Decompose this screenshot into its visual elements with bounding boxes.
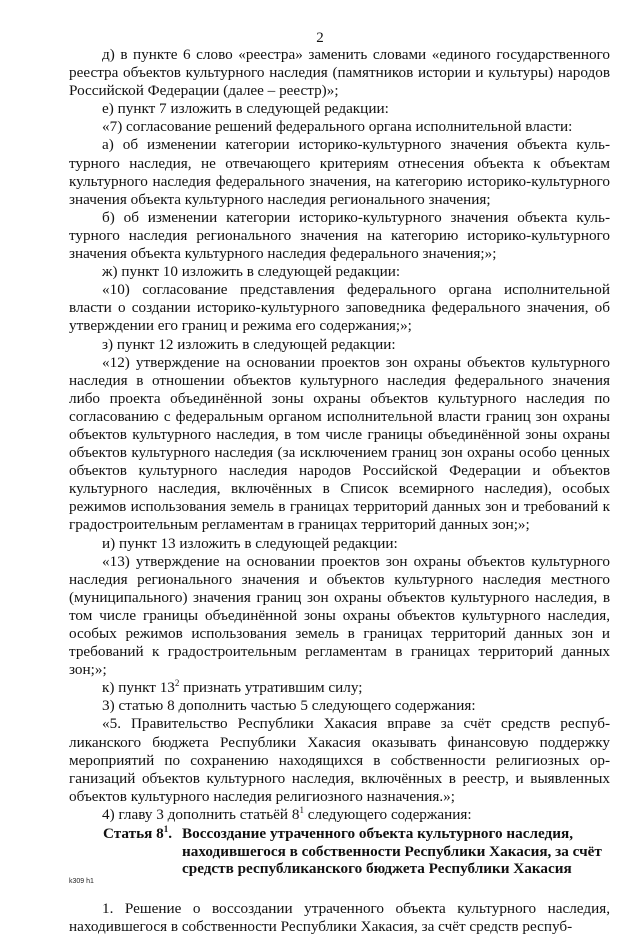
paragraph-point-12: «12) утверждение на основании проектов зон охраны объектов культурного наследия в отношении объектов культурного наследия федерального значения либо проекта объединённой зоны охраны объектов культурного наследия по согласованию с федеральным органом исполнительной власти границ зон охраны объектов культурного наследия, в том числе границы объединённой зоны охраны объектов культурного наследия (за исключением границ зон охраны особо ценных объектов культурного наследия народов Российской Федерации и объектов культурного наследия, включённых в Список всемирного наследия), особых режимов использования земель в границах территорий данных зон и требований к градостроительным регламентам в границах территорий данных зон;»;: [69, 353, 610, 534]
item-k-text: к) пункт 13: [102, 679, 175, 697]
article-title: Воссоздание утраченного объекта культурного наследия, находившегося в собственности Республики Хакасия, за счёт средств республиканского бюджета Республики Хакасия: [182, 825, 602, 878]
paragraph-item-d: д) в пункте 6 слово «реестра» заменить словами «единого государственного реестра объектов культурного наследия (памятников истории и культуры) народов Российской Федерации (далее – реестр)»;: [69, 46, 610, 100]
item-4-text: 4) главу 3 дополнить статьёй 8: [102, 805, 300, 823]
page-number: 2: [316, 30, 324, 46]
paragraph-subpoint-a: а) об изменении категории историко-культурного значения объекта культурного наследия, не отвечающего критериям отнесения объекта к объектам культурного наследия федерального значения, на категорию историко-культурного значения объекта культурного наследия регионального значения;: [69, 136, 610, 208]
item-k-tail: признать утратившим силу;: [179, 679, 363, 697]
paragraph-article-part-1: 1. Решение о воссоздании утраченного объекта культурного наследия, находившегося в собственности Республики Хакасия, за счёт средств респуб-: [69, 899, 610, 935]
paragraph-item-zh: ж) пункт 10 изложить в следующей редакции:: [102, 263, 401, 281]
item-4-superscript: 1: [299, 804, 304, 815]
paragraph-item-i: и) пункт 13 изложить в следующей редакции:: [102, 534, 398, 552]
paragraph-point-13: «13) утверждение на основании проектов зон охраны объектов культурного наследия регионального значения и объектов культурного наследия местного (муниципального) значения границ зон охраны объектов культурного наследия, в том числе границы объединённой зоны охраны объектов культурного наследия, особых режимов использования земель в границах территорий данных зон и требований к градостроительным регламентам в границах территорий данных зон;»;: [69, 552, 610, 679]
article-label: Статья $8^1$.: [103, 824, 173, 843]
article-heading: [103, 825, 610, 878]
paragraph-point-7: «7) согласование решений федерального органа исполнительной власти:: [102, 118, 573, 136]
article-label-superscript: 1: [163, 824, 169, 835]
paragraph-subpoint-b: б) об изменении категории историко-культурного значения объекта культурного наследия регионального значения на категорию историко-культурного значения объекта культурного наследия федерального значения;»;: [69, 208, 610, 263]
paragraph-item-k: [69, 679, 610, 697]
item-k-superscript: 2: [174, 678, 180, 689]
document-body: [69, 46, 610, 936]
paragraph-item-4: [69, 806, 610, 824]
paragraph-item-e: е) пункт 7 изложить в следующей редакции:: [102, 100, 389, 118]
spacer: [69, 878, 610, 900]
paragraph-item-z: з) пункт 12 изложить в следующей редакции:: [102, 335, 396, 353]
paragraph-point-10: «10) согласование представления федерального органа исполнительной власти о создании историко-культурного заповедника федерального значения, об утверждении его границ и режима его содержания;»;: [69, 281, 610, 335]
footer-code: k309 h1: [69, 878, 94, 885]
paragraph-part-5: «5. Правительство Республики Хакасия вправе за счёт средств республиканского бюджета Республики Хакасия оказывать финансовую поддержку мероприятий по сохранению находящихся в собственности религиозных организаций объектов культурного наследия, включённых в реестр, и выявленных объектов культурного наследия религиозного назначения.»;: [69, 715, 610, 805]
item-4-tail: следующего содержания:: [303, 805, 472, 823]
paragraph-item-3: 3) статью 8 дополнить частью 5 следующего содержания:: [102, 697, 476, 715]
